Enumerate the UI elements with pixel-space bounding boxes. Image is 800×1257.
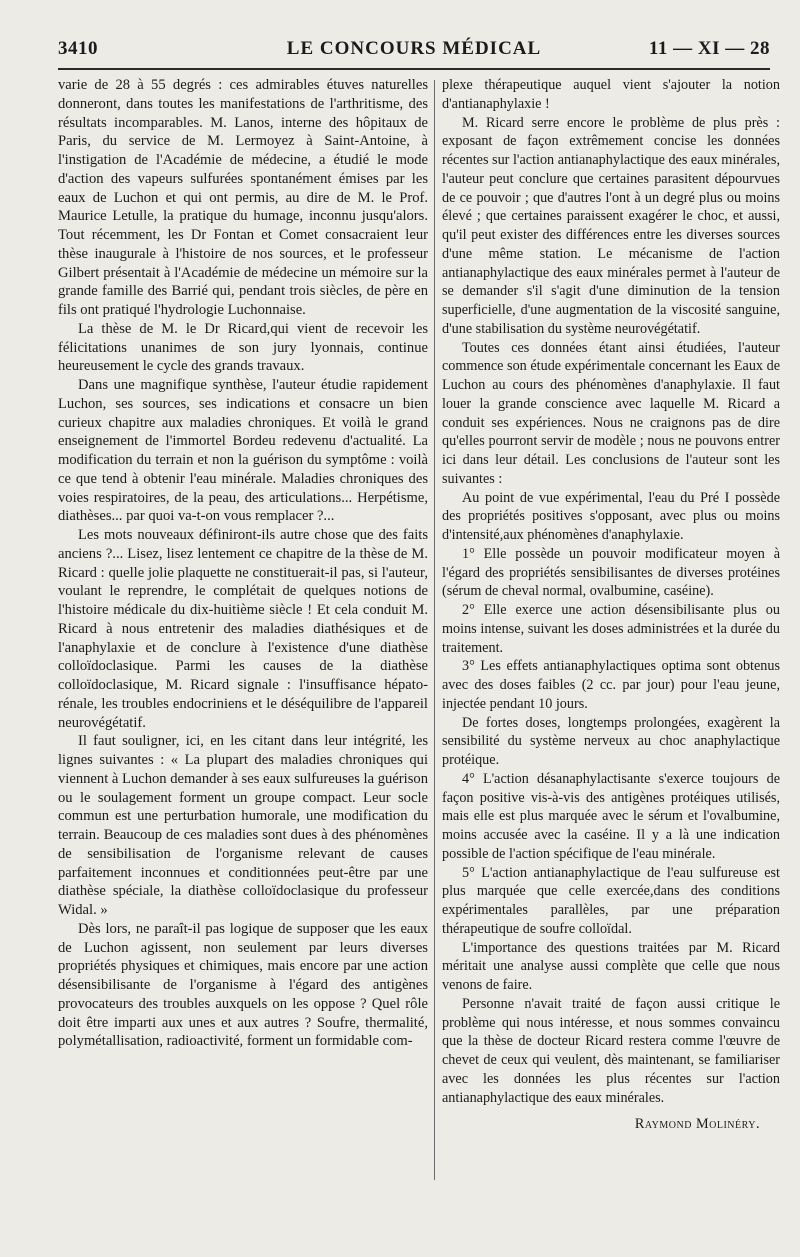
paragraph: Dès lors, ne paraît-il pas logique de supposer que les eaux de Luchon agissent, non seulement par leurs diverses propriétés physiques et chimiques, mais encore par une action désensibilisante de l'organisme à l'égard des antigènes provocateurs des troubles auxquels on les oppose ? Quel rôle doit être imparti aux unes et aux autres ? Soufre, thermalité, polymétallisation, radioactivité, forment un formidable com-	[58, 920, 428, 1050]
paragraph: 3° Les effets antianaphylactiques optima sont obtenus avec des doses faibles (2 cc. par jour) pour l'eau jeune, injectée pendant 10 jours.	[442, 658, 780, 712]
paragraph: L'importance des questions traitées par M. Ricard méritait une analyse aussi complète que celle que nous venons de faire.	[442, 939, 780, 993]
author-signature: Raymond Molinéry.	[634, 1116, 760, 1133]
paragraph: Personne n'avait traité de façon aussi critique le problème qui nous intéresse, et nous sommes convaincu que la thèse de docteur Ricard restera comme l'œuvre de chevet de ceux qui veulent, dès maintenant, se familiariser avec les données les plus récentes sur l'action antianaphylactique des eaux minérales.	[442, 995, 780, 1106]
paragraph: Il faut souligner, ici, en les citant dans leur intégrité, les lignes suivantes : « La plupart des maladies chroniques qui viennent à Luchon demander à ses eaux sulfureuses la guérison ou le soulagement forment un groupe compact. Leur socle commun est une perturbation humorale, une modification du terrain. Beaucoup de ces maladies sont dues à des phénomènes de sensibilisation de l'organisme relevant de causes parfaitement inconnues et conditionnées peut-être par une diathèse spéciale, la diathèse colloïdoclasique du professeur Widal. »	[58, 733, 428, 918]
paragraph: Toutes ces données étant ainsi étudiées, l'auteur commence son étude expérimentale concernant les Eaux de Luchon au cours des phénomènes d'anaphylaxie. Il faut louer la grande conscience avec laquelle M. Ricard a conduit ses expériences. Nous ne craignons pas de dire qu'elles pourront servir de modèle ; nous ne pouvons entrer ici dans leur détail. Les conclusions de l'auteur sont les suivantes :	[442, 339, 780, 487]
left-column	[58, 76, 428, 1051]
page-number: 3410	[58, 38, 98, 59]
paragraph: 5° L'action antianaphylactique de l'eau sulfureuse est plus marquée que celle exercée,dans des conditions expérimentales parallèles, par une préparation thérapeutique de soufre colloïdal.	[442, 864, 780, 937]
right-column	[442, 76, 780, 1134]
page-header	[58, 38, 770, 64]
paragraph: varie de 28 à 55 degrés : ces admirables étuves naturelles donneront, dans toutes les manifestations de l'arthritisme, des résultats incomparables. M. Lanos, interne des hôpitaux de Paris, du service de M. Lermoyez à Saint-Antoine, à l'instigation de l'Académie de médecine, a étudié le mode d'action des vapeurs sulfurées spontanément émises par les eaux de Luchon et qui ont permis, au dire de M. le Prof. Maurice Letulle, la pratique du humage, inconnu jusqu'alors. Tout récemment, les Dr Fontan et Comet consacraient leur thèse inaugurale à l'histoire de nos sources, et le professeur Gilbert présentait à l'Académie de médecine un mémoire sur la grande famille des Barrié qui, pendant trois siècles, de père en fils ont pratiqué l'hydrologie Luchonnaise.	[58, 77, 428, 318]
paragraph: M. Ricard serre encore le problème de plus près : exposant de façon extrêmement concise les données récentes sur l'action antianaphylactique des eaux minérales, l'auteur peut conclure que certaines parasitent dépourvues de ce pouvoir ; que d'autres l'ont à un degré plus ou moins élevé ; que certaines paraissent exagérer le choc, et aussi, qu'il peut exister des différences entre les diverses sources d'une même station. Le mécanisme de l'action antianaphylactique des eaux minérales permet à l'auteur de se demander s'il s'agit d'une diminution de la tension superficielle, d'une augmentation de la viscosité sanguine, d'une stabilisation du système neurovégétatif.	[442, 114, 780, 337]
paragraph: Au point de vue expérimental, l'eau du Pré I possède des propriétés positives s'opposant, avec plus ou moins d'intensité,aux phénomènes d'anaphylaxie.	[442, 489, 780, 543]
paragraph: 4° L'action désanaphylactisante s'exerce toujours de façon positive vis-à-vis des antigènes protéiques utilisés, mais elle est plus marquée avec le sérum et l'ovalbumine, moins accusée avec la caséine. Il y a là une indication possible de l'action spécifique de l'eau minérale.	[442, 770, 780, 862]
paragraph: De fortes doses, longtemps prolongées, exagèrent la sensibilité du système nerveux au choc anaphylactique protéique.	[442, 714, 780, 768]
paragraph: 2° Elle exerce une action désensibilisante plus ou moins intense, suivant les doses administrées et la durée du traitement.	[442, 602, 780, 656]
paragraph: Les mots nouveaux définiront-ils autre chose que des faits anciens ?... Lisez, lisez lentement ce chapitre de la thèse de M. Ricard : quelle jolie plaquette ne constituerait-il pas, si l'auteur, voulant le reprendre, le complétait de quelques notions de l'histoire médicale du dix-huitième siècle ! Et cela conduit M. Ricard à nous entretenir des maladies diathésiques et de l'anaphylaxie et de conclure à l'existence d'une diathèse colloïdoclasique. Parmi les causes de la diathèse colloïdoclasique, M. Ricard signale : l'insuffisance hépato-rénale, les troubles endocriniens et le déséquilibre de l'appareil neurovégétatif.	[58, 527, 428, 731]
issue-date: 11 — XI — 28	[648, 38, 770, 59]
paragraph: La thèse de M. le Dr Ricard,qui vient de recevoir les félicitations unanimes de son jury lyonnais, continue heureusement le cycle des grands travaux.	[58, 320, 428, 375]
paragraph: plexe thérapeutique auquel vient s'ajouter la notion d'antianaphylaxie !	[442, 77, 780, 112]
header-rule	[58, 68, 770, 70]
column-divider	[434, 80, 435, 1180]
paragraph: Dans une magnifique synthèse, l'auteur étudie rapidement Luchon, ses sources, ses indications et consacre un bien curieux chapitre aux maladies chroniques. Et voilà le grand enseignement de l'immortel Bordeu redevenu d'actualité. La modification du terrain et non la guérison du symptôme : voilà ce que tend à obtenir l'eau minérale. Maladies chroniques des voies respiratoires, de la peau, des articulations... Herpétisme, diathèses... par quoi va-t-on vous remplacer ?...	[58, 377, 428, 525]
journal-title: LE CONCOURS MÉDICAL	[286, 38, 542, 59]
paragraph: 1° Elle possède un pouvoir modificateur moyen à l'égard des propriétés sensibilisantes de diverses protéines (sérum de cheval normal, ovalbumine, caséine).	[442, 545, 780, 600]
